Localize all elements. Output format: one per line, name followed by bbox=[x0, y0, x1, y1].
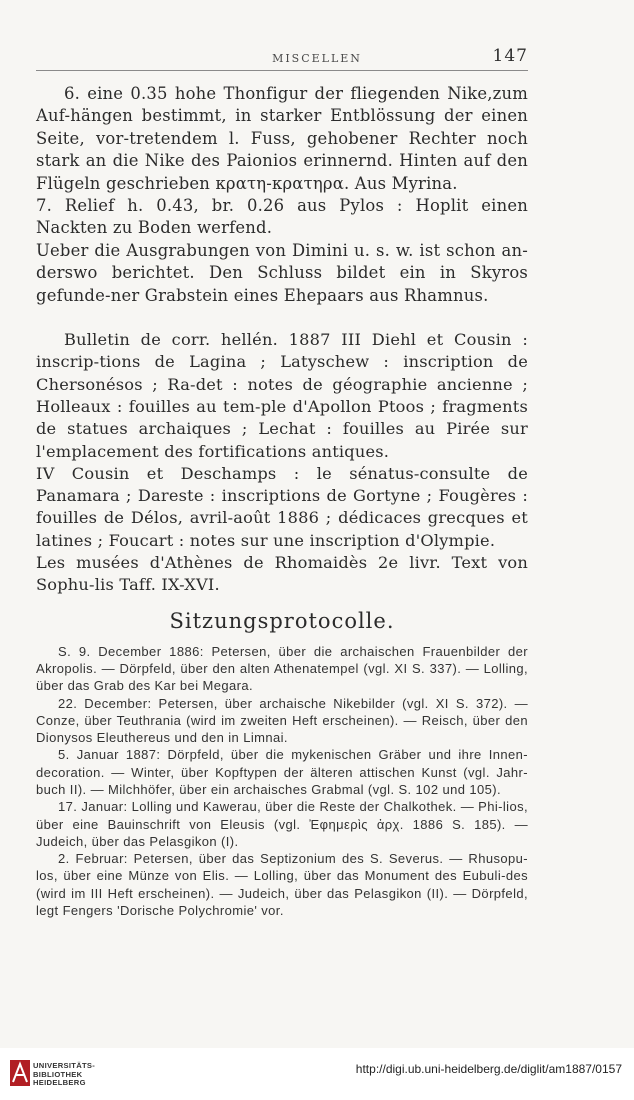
library-name bbox=[33, 1062, 95, 1088]
page-header bbox=[0, 46, 634, 72]
source-url[interactable]: http://digi.ub.uni-heidelberg.de/diglit/am1887/0157 bbox=[355, 1062, 622, 1076]
bibliography-bulletin: Bulletin de corr. hellén. 1887 III Diehl et Cousin : inscrip-tions de Lagina ; Latyschew : inscription de Chersonésos ; Ra-det : notes de géographie ancienne ; Holleaux : fouilles au tem-ple d'Apollon Ptoos ; fragments de statues archaiques ; Lechat : fouilles au Pirée sur l'emplacement des fortifications antiques. bbox=[36, 330, 528, 461]
header-rule bbox=[36, 70, 528, 71]
section-title: Sitzungsprotocolle. bbox=[169, 608, 395, 633]
page-number: 147 bbox=[492, 46, 528, 66]
paragraph-item-6: 6. eine 0.35 hohe Thonfigur der fliegenden Nike,zum Auf-hängen bestimmt, in starker Entblössung der einen Seite, vor-tretendem l. Fuss, gehobener Rechter noch stark an die Nike des Paionios erinnernd. Hinten auf den Flügeln geschrieben κρατη-κρατηρα. Aus Myrina. bbox=[36, 84, 528, 193]
library-name-line: BIBLIOTHEK bbox=[33, 1069, 83, 1079]
protocol-entry: 5. Januar 1887: Dörpfeld, über die mykenischen Gräber und ihre Innen-decoration. — Winter, über Kopftypen der älteren attischen Kunst (vgl. Jahr-buch II). — Milchhöfer, über ein archaisches Grabmal (vgl. S. 102 und 105). bbox=[36, 747, 528, 797]
protocol-entry: 2. Februar: Petersen, über das Septizonium des S. Severus. — Rhusopu-los, über eine Münze von Elis. — Lolling, über das Monument des Eubuli-des (wird im III Heft erscheinen). — Judeich, über das Pelasgikon (II). — Dörpfeld, legt Fengers 'Dorische Polychromie' vor. bbox=[36, 851, 528, 919]
page-body bbox=[36, 83, 528, 919]
footer-bar bbox=[0, 1048, 634, 1100]
library-logo-icon bbox=[10, 1060, 30, 1086]
paragraph-item-7: 7. Relief h. 0.43, br. 0.26 aus Pylos : Hoplit einen Nackten zu Boden werfend. bbox=[36, 196, 528, 238]
protocol-entry: 22. December: Petersen, über archaische Nikebilder (vgl. XI S. 372). — Conze, über Teuthrania (wird im zweiten Heft erscheinen). — Reisch, über den Dionysos Eleuthereus und den in Limnai. bbox=[36, 695, 528, 746]
protocol-entry: S. 9. December 1886: Petersen, über die archaischen Frauenbilder der Akropolis. — Dörpfeld, über den alten Athenatempel (vgl. XI S. 337). — Lolling, über das Grab des Kar bei Megara. bbox=[36, 643, 528, 694]
protocol-entry: 17. Januar: Lolling und Kawerau, über die Reste der Chalkothek. — Phi-lios, über eine Bauinschrift von Eleusis (vgl. Ἐφημερὶς ἀρχ. 1886 S. 185). — Judeich, über das Pelasgikon (I). bbox=[36, 799, 528, 849]
bibliography-iv: IV Cousin et Deschamps : le sénatus-consulte de Panamara ; Dareste : inscriptions de Gortyne ; Fougères : fouilles de Délos, avril-août 1886 ; dédicaces grecques et latines ; Foucart : notes sur une inscription d'Olympie. bbox=[36, 463, 528, 550]
paragraph-excavations: Ueber die Ausgrabungen von Dimini u. s. w. ist schon an-derswo berichtet. Den Schluss bildet ein in Skyros gefunde-ner Grabstein eines Ehepaars aus Rhamnus. bbox=[36, 240, 528, 305]
library-name-line: HEIDELBERG bbox=[33, 1078, 86, 1088]
section-gap bbox=[36, 307, 528, 329]
bibliography-musees: Les musées d'Athènes de Rhomaidès 2e livr. Text von Sophu-lis Taff. IX-XVI. bbox=[36, 553, 528, 595]
running-title: MISCELLEN bbox=[272, 52, 362, 65]
library-name-line: UNIVERSITÄTS- bbox=[33, 1061, 96, 1070]
